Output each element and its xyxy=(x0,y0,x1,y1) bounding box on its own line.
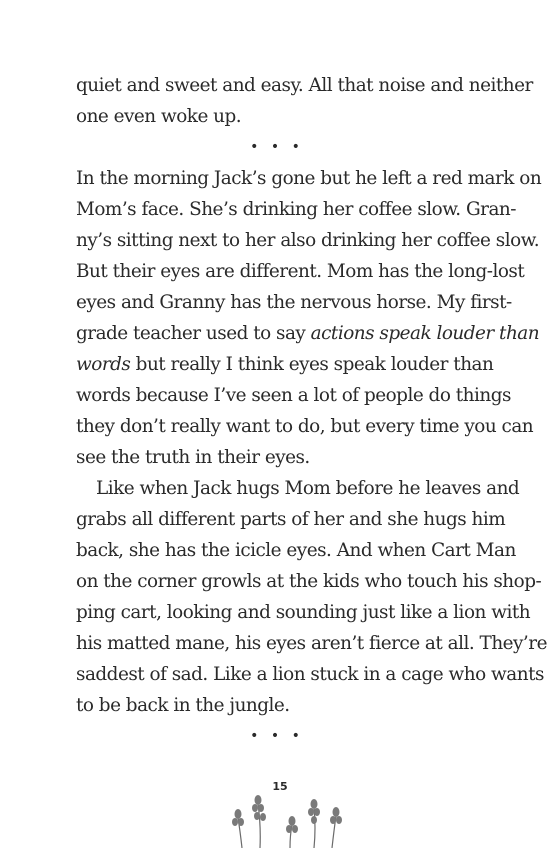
paragraph-eyes xyxy=(76,473,547,721)
paragraph-morning xyxy=(76,163,542,473)
text-line: on the corner growls at the kids who touch his shop- xyxy=(76,571,542,592)
text-line: see the truth in their eyes. xyxy=(76,447,310,468)
italic-phrase: actions speak louder than xyxy=(310,323,540,344)
page-number: 15 xyxy=(272,780,288,793)
section-break: • • • xyxy=(250,139,304,155)
text-line: ping cart, looking and sounding just like a lion with xyxy=(76,602,531,623)
text-run: grade teacher used to say xyxy=(76,323,311,344)
text-line: back, she has the icicle eyes. And when Cart Man xyxy=(76,540,516,561)
text-line: saddest of sad. Like a lion stuck in a cage who wants xyxy=(76,664,544,685)
text-line: eyes and Granny has the nervous horse. My first- xyxy=(76,292,512,313)
text-line: In the morning Jack’s gone but he left a red mark on xyxy=(76,168,542,189)
italic-phrase: words xyxy=(76,354,131,375)
text-run: but really I think eyes speak louder than xyxy=(130,354,494,375)
text-line: But their eyes are different. Mom has the long-lost xyxy=(76,261,525,282)
text-line: his matted mane, his eyes aren’t fierce at all. They’re xyxy=(76,633,547,654)
text-line: they don’t really want to do, but every time you can xyxy=(76,416,534,437)
text-line: quiet and sweet and easy. All that noise and neither xyxy=(76,75,533,96)
page-body-text xyxy=(76,70,547,752)
text-line: ny’s sitting next to her also drinking her coffee slow. xyxy=(76,230,540,251)
opening-paragraph xyxy=(76,70,533,132)
text-line xyxy=(76,349,494,380)
text-line: Like when Jack hugs Mom before he leaves and xyxy=(96,478,520,499)
section-break: • • • xyxy=(250,728,304,744)
text-line: words because I’ve seen a lot of people do things xyxy=(76,385,511,406)
text-line: grabs all different parts of her and she hugs him xyxy=(76,509,506,530)
text-line xyxy=(76,318,540,349)
lavender-sprigs-icon xyxy=(228,790,348,848)
text-line: one even woke up. xyxy=(76,106,242,127)
text-line: to be back in the jungle. xyxy=(76,695,290,716)
text-line: Mom’s face. She’s drinking her coffee slow. Gran- xyxy=(76,199,516,220)
